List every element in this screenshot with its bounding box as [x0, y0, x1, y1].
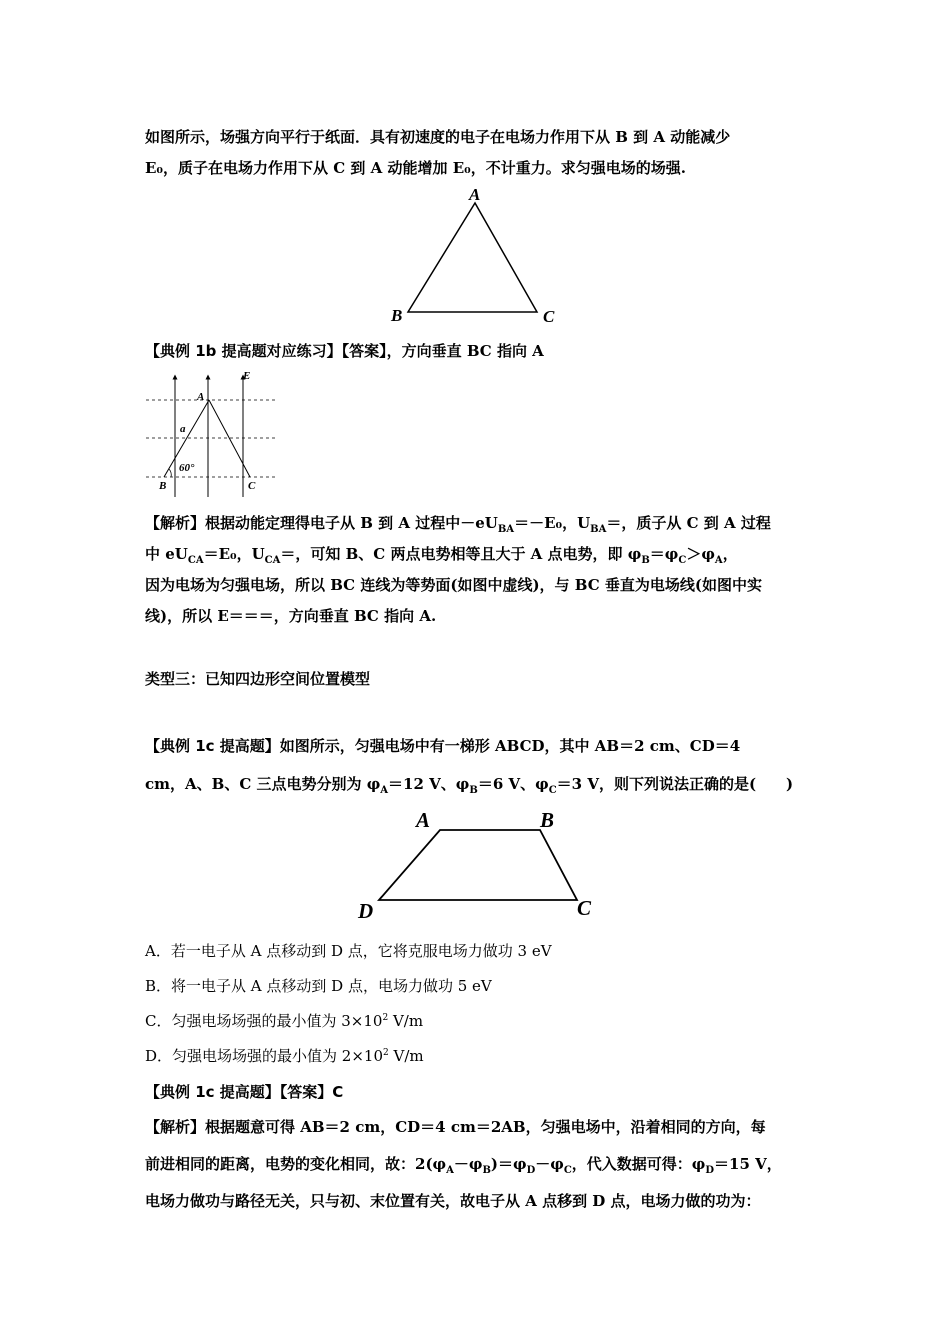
- label-B: B: [391, 306, 403, 325]
- superscript: 2: [383, 1048, 389, 1058]
- label-D-trap: D: [358, 899, 374, 920]
- subscript: C: [678, 555, 687, 566]
- label-C-small: C: [248, 480, 256, 492]
- example-1c-line-1: [145, 735, 740, 756]
- subscript: A: [380, 785, 389, 796]
- example-1c-line-2: [145, 773, 793, 796]
- trapezoid-shape: [379, 830, 577, 900]
- answer-1b-text: ，方向垂直 BC 指向 A: [386, 342, 544, 360]
- label-A: A: [469, 185, 481, 204]
- analysis-1b-text: ＝－E₀，U: [514, 514, 591, 532]
- analysis-1b-text: ＝φ: [649, 545, 679, 563]
- analysis-1c-text: ，代入数据可得：φ: [571, 1155, 706, 1173]
- subscript: B: [641, 555, 650, 566]
- option-A: A．若一电子从 A 点移动到 D 点，它将克服电场力做功 3 eV: [145, 942, 552, 960]
- field-figure: [142, 367, 282, 497]
- analysis-1b-text: 根据动能定理得电子从 B 到 A 过程中－eU: [205, 514, 498, 532]
- subscript: CA: [187, 555, 204, 566]
- answer-1c: 【典例 1c 提高题】【答案】C: [145, 1083, 344, 1101]
- label-B-trap: B: [540, 808, 555, 832]
- analysis-1c-text: －φ: [453, 1155, 483, 1173]
- intro-line-2: E₀，质子在电场力作用下从 C 到 A 动能增加 E₀，不计重力。求匀强电场的场强.: [145, 159, 686, 177]
- label-a: a: [180, 423, 186, 435]
- analysis-1b-line-4: 线)，所以 E＝＝＝，方向垂直 BC 指向 A.: [145, 607, 437, 625]
- answer-1b-heading: 【典例 1b 提高题对应练习】【答案】: [145, 342, 387, 360]
- subscript: D: [526, 1165, 536, 1176]
- analysis-1b-text: ＝，可知 B、C 两点电势相等且大于 A 点电势，即 φ: [280, 545, 642, 563]
- analysis-1b-text: ＞φ: [686, 545, 715, 563]
- label-B-small: B: [159, 480, 167, 492]
- analysis-1c-line-2: [145, 1153, 782, 1176]
- label-A-small: A: [197, 391, 205, 403]
- label-E: E: [243, 370, 251, 382]
- analysis-1b-line-2: [145, 543, 738, 566]
- analysis-1c-text: ＝15 V，: [714, 1155, 782, 1173]
- section-heading-type3: 类型三：已知四边形空间位置模型: [145, 670, 371, 688]
- intro-line-1: 如图所示，场强方向平行于纸面．具有初速度的电子在电场力作用下从 B 到 A 动能减少: [145, 128, 731, 146]
- example-1c-text: 如图所示，匀强电场中有一梯形 ABCD，其中 AB＝2 cm、CD＝4: [279, 737, 741, 755]
- subscript: D: [705, 1165, 715, 1176]
- option-C: [145, 1010, 423, 1031]
- subscript: BA: [590, 524, 607, 535]
- subscript: B: [482, 1165, 491, 1176]
- analysis-1b-text: ，: [722, 545, 738, 563]
- label-A-trap: A: [416, 808, 431, 832]
- example-1c-text: ＝12 V、φ: [388, 775, 470, 793]
- analysis-1c-text: －φ: [535, 1155, 564, 1173]
- analysis-1b-text: ＝，质子从 C 到 A 过程: [606, 514, 771, 532]
- example-1c-heading: 【典例 1c 提高题】: [145, 737, 280, 755]
- analysis-1b-text: 中 eU: [145, 545, 188, 563]
- option-text: D．匀强电场场强的最小值为 2×10: [145, 1047, 383, 1065]
- analysis-1b-heading: 【解析】: [145, 514, 206, 532]
- example-1c-text: ＝3 V，则下列说法正确的是( ): [556, 775, 794, 793]
- option-D: [145, 1045, 424, 1066]
- analysis-1b-line-3: 因为电场为匀强电场，所以 BC 连线为等势面(如图中虚线)，与 BC 垂直为电场线(如图中实: [145, 576, 762, 594]
- analysis-1c-text: 前进相同的距离，电势的变化相同，故：2(φ: [145, 1155, 447, 1173]
- analysis-1c-text: )＝φ: [490, 1155, 527, 1173]
- label-C-trap: C: [577, 896, 592, 920]
- option-text: C．匀强电场场强的最小值为 3×10: [145, 1012, 383, 1030]
- answer-1b: [145, 340, 544, 361]
- analysis-1b-line-1: [145, 512, 771, 535]
- option-B: B．将一电子从 A 点移动到 D 点，电场力做功 5 eV: [145, 977, 492, 995]
- subscript: C: [548, 785, 557, 796]
- superscript: 2: [382, 1013, 389, 1023]
- analysis-1b-text: ＝E₀，U: [203, 545, 265, 563]
- example-1c-text: cm，A、B、C 三点电势分别为 φ: [145, 775, 381, 793]
- option-text: V/m: [388, 1012, 424, 1030]
- analysis-1c-line-1: [145, 1116, 766, 1137]
- label-C: C: [543, 307, 555, 326]
- analysis-1c-line-3: 电场力做功与路径无关，只与初、末位置有关，故电子从 A 点移到 D 点，电场力做的功为：: [145, 1192, 761, 1210]
- triangle-shape: [408, 203, 537, 312]
- subscript: B: [469, 785, 478, 796]
- analysis-1c-text: 根据题意可得 AB＝2 cm，CD＝4 cm＝2AB，匀强电场中，沿着相同的方向，每: [205, 1118, 766, 1136]
- subscript: BA: [497, 524, 515, 535]
- label-angle: 60°: [179, 462, 195, 474]
- trapezoid-figure: [350, 805, 610, 920]
- example-1c-text: ＝6 V、φ: [477, 775, 549, 793]
- option-text: V/m: [388, 1047, 424, 1065]
- subscript: A: [714, 555, 723, 566]
- subscript: C: [563, 1165, 572, 1176]
- triangle-figure: [385, 185, 585, 330]
- subscript: CA: [264, 555, 281, 566]
- subscript: A: [446, 1165, 454, 1176]
- analysis-1c-heading: 【解析】: [145, 1118, 206, 1136]
